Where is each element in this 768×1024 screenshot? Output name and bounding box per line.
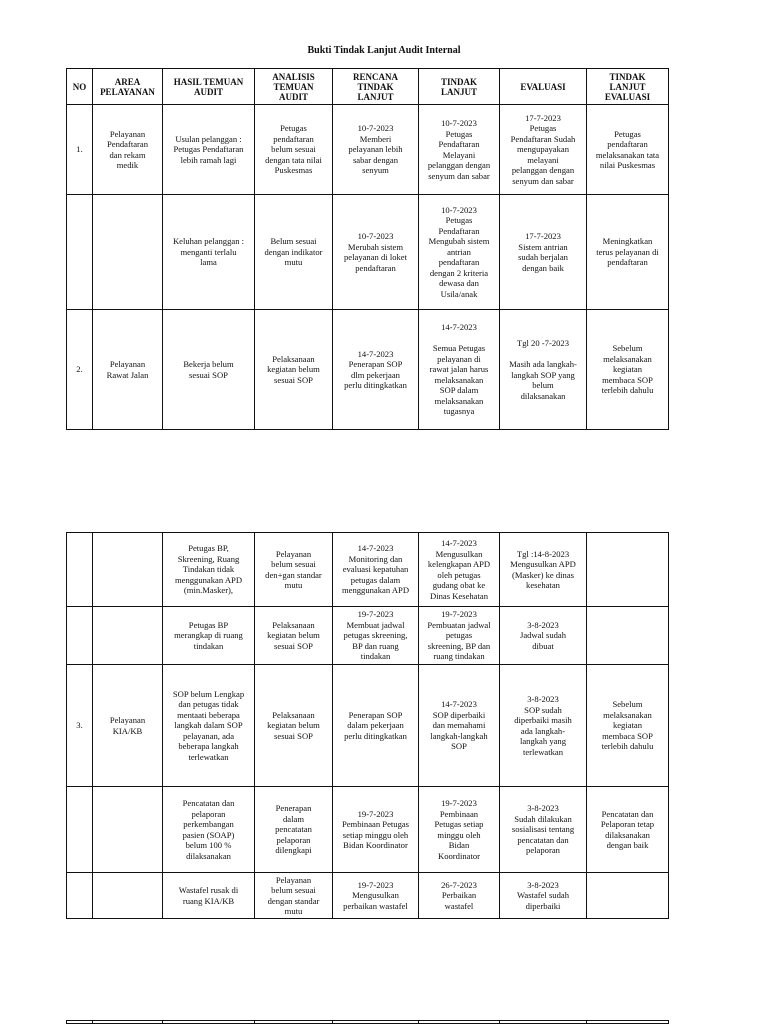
cell-temuan <box>163 1021 255 1024</box>
cell-temuan: SOP belum Lengkap dan petugas tidak mentaati beberapa langkah dalam SOP pelayanan, ada beberapa langkah terlewatkan <box>163 665 255 787</box>
table-row <box>67 873 669 919</box>
cell-no <box>67 195 93 310</box>
cell-temuan: Wastafel rusak di ruang KIA/KB <box>163 873 255 919</box>
cell-no: 3. <box>67 665 93 787</box>
table-row <box>67 607 669 665</box>
cell-evaluasi: 3-8-2023 Wastafel sudah diperbaiki <box>500 873 587 919</box>
cell-no: 1. <box>67 105 93 195</box>
cell-no <box>67 873 93 919</box>
header-rencana: RENCANA TINDAK LANJUT <box>333 69 419 105</box>
cell-temuan: Petugas BP, Skreening, Ruang Tindakan tidak menggunakan APD (min.Masker), <box>163 533 255 607</box>
cell-tl-evaluasi <box>587 607 669 665</box>
cell-analisis: Belum sesuai dengan indikator mutu <box>255 195 333 310</box>
audit-table-page-2 <box>66 532 669 919</box>
cell-analisis: Pelayanan belum sesuai den+gan standar mutu <box>255 533 333 607</box>
header-area: AREA PELAYANAN <box>93 69 163 105</box>
cell-area <box>93 533 163 607</box>
header-evaluasi: EVALUASI <box>500 69 587 105</box>
cell-area <box>93 787 163 873</box>
cell-evaluasi: 3-8-2023 Jadwal sudah dibuat <box>500 607 587 665</box>
cell-analisis: Penerapan dalam pencatatan pelaporan dilengkapi <box>255 787 333 873</box>
table-row <box>67 787 669 873</box>
cell-tl-evaluasi: Petugas pendaftaran melaksanakan tata nilai Puskesmas <box>587 105 669 195</box>
cell-area: Pelayanan Rawat Jalan <box>93 310 163 430</box>
cell-tl-evaluasi: Sebelum melaksanakan kegiatan membaca SOP terlebih dahulu <box>587 665 669 787</box>
cell-no <box>67 533 93 607</box>
cell-analisis: Pelaksanaan kegiatan belum sesuai SOP <box>255 665 333 787</box>
header-tl-evaluasi: TINDAK LANJUT EVALUASI <box>587 69 669 105</box>
cell-analisis: Pelayanan belum sesuai dengan standar mutu <box>255 873 333 919</box>
table-row <box>67 105 669 195</box>
cell-temuan: Bekerja belum sesuai SOP <box>163 310 255 430</box>
cell-evaluasi: Tgl 20 -7-2023 Masih ada langkah- langkah SOP yang belum dilaksanakan <box>500 310 587 430</box>
cell-evaluasi: 17-7-2023 Petugas Pendaftaran Sudah mengupayakan melayani pelanggan dengan senyum dan sabar <box>500 105 587 195</box>
audit-table-page-3 <box>66 1020 669 1024</box>
cell-tl-evaluasi <box>587 1021 669 1024</box>
cell-analisis: Petugas pendaftaran belum sesuai dengan tata nilai Puskesmas <box>255 105 333 195</box>
table-row <box>67 195 669 310</box>
header-temuan: HASIL TEMUAN AUDIT <box>163 69 255 105</box>
cell-no <box>67 607 93 665</box>
cell-evaluasi: Tgl :14-8-2023 Mengusulkan APD (Masker) ke dinas kesehatan <box>500 533 587 607</box>
cell-rencana: Penerapan SOP dalam pekerjaan perlu ditingkatkan <box>333 665 419 787</box>
cell-no <box>67 1021 93 1024</box>
cell-tindak: 10-7-2023 Petugas Pendaftaran Mengubah sistem antrian pendaftaran dengan 2 kriteria dewasa dan Usila/anak <box>419 195 500 310</box>
cell-temuan: Pencatatan dan pelaporan perkembangan pasien (SOAP) belum 100 % dilaksanakan <box>163 787 255 873</box>
cell-rencana: 19-7-2023 Membuat jadwal petugas skreening, BP dan ruang tindakan <box>333 607 419 665</box>
cell-tindak: 14-7-2023 SOP diperbaiki dan memahami langkah-langkah SOP <box>419 665 500 787</box>
cell-rencana: 10-7-2023 Memberi pelayanan lebih sabar dengan senyum <box>333 105 419 195</box>
cell-rencana: 14-7-2023 Penerapan SOP dlm pekerjaan perlu ditingkatkan <box>333 310 419 430</box>
cell-tindak: 14-7-2023 Mengusulkan kelengkapan APD oleh petugas gudang obat ke Dinas Kesehatan <box>419 533 500 607</box>
cell-tindak: 26-7-2023 Perbaikan wastafel <box>419 873 500 919</box>
cell-rencana: 10-7-2023 Merubah sistem pelayanan di loket pendaftaran <box>333 195 419 310</box>
table-row <box>67 310 669 430</box>
cell-temuan: Keluhan pelanggan : menganti terlalu lama <box>163 195 255 310</box>
header-no: NO <box>67 69 93 105</box>
cell-rencana: 19-7-2023 Mengusulkan perbaikan wastafel <box>333 873 419 919</box>
audit-table-page-1 <box>66 68 669 430</box>
cell-tindak: 19-7-2023 Pembuatan jadwal petugas skreening, BP dan ruang tindakan <box>419 607 500 665</box>
cell-evaluasi: 17-7-2023 Sistem antrian sudah berjalan dengan baik <box>500 195 587 310</box>
cell-no <box>67 787 93 873</box>
header-tindak: TINDAK LANJUT <box>419 69 500 105</box>
cell-tl-evaluasi <box>587 533 669 607</box>
cell-evaluasi <box>500 1021 587 1024</box>
table-row <box>67 533 669 607</box>
cell-tl-evaluasi: Sebelum melaksanakan kegiatan membaca SOP terlebih dahulu <box>587 310 669 430</box>
cell-tl-evaluasi: Meningkatkan terus pelayanan di pendaftaran <box>587 195 669 310</box>
cell-temuan: Usulan pelanggan : Petugas Pendaftaran lebih ramah lagi <box>163 105 255 195</box>
cell-area: Pelayanan KIA/KB <box>93 665 163 787</box>
cell-area <box>93 607 163 665</box>
table-row <box>67 665 669 787</box>
cell-tl-evaluasi: Pencatatan dan Pelaporan tetap dilaksanakan dengan baik <box>587 787 669 873</box>
document-title: Bukti Tindak Lanjut Audit Internal <box>307 45 461 56</box>
cell-analisis: Pelaksanaan kegiatan belum sesuai SOP <box>255 607 333 665</box>
cell-area <box>93 873 163 919</box>
cell-tl-evaluasi <box>587 873 669 919</box>
cell-rencana: 14-7-2023 Monitoring dan evaluasi kepatuhan petugas dalam menggunakan APD <box>333 533 419 607</box>
cell-no: 2. <box>67 310 93 430</box>
cell-tindak <box>419 1021 500 1024</box>
table-header-row <box>67 69 669 105</box>
cell-rencana <box>333 1021 419 1024</box>
cell-evaluasi: 3-8-2023 SOP sudah diperbaiki masih ada langkah- langkah yang terlewatkan <box>500 665 587 787</box>
cell-area <box>93 195 163 310</box>
table-row <box>67 1021 669 1024</box>
cell-evaluasi: 3-8-2023 Sudah dilakukan sosialisasi tentang pencatatan dan pelaporan <box>500 787 587 873</box>
cell-area: Pelayanan Pendaftaran dan rekam medik <box>93 105 163 195</box>
cell-analisis: Pelaksanaan kegiatan belum sesuai SOP <box>255 310 333 430</box>
header-analisis: ANALISIS TEMUAN AUDIT <box>255 69 333 105</box>
cell-tindak: 10-7-2023 Petugas Pendaftaran Melayani pelanggan dengan senyum dan sabar <box>419 105 500 195</box>
cell-rencana: 19-7-2023 Pembinaan Petugas setiap minggu oleh Bidan Koordinator <box>333 787 419 873</box>
cell-analisis <box>255 1021 333 1024</box>
cell-tindak: 19-7-2023 Pembinaan Petugas setiap minggu oleh Bidan Koordinator <box>419 787 500 873</box>
cell-tindak: 14-7-2023 Semua Petugas pelayanan di rawat jalan harus melaksanakan SOP dalam melaksanakan tugasnya <box>419 310 500 430</box>
cell-temuan: Petugas BP merangkap di ruang tindakan <box>163 607 255 665</box>
cell-area <box>93 1021 163 1024</box>
